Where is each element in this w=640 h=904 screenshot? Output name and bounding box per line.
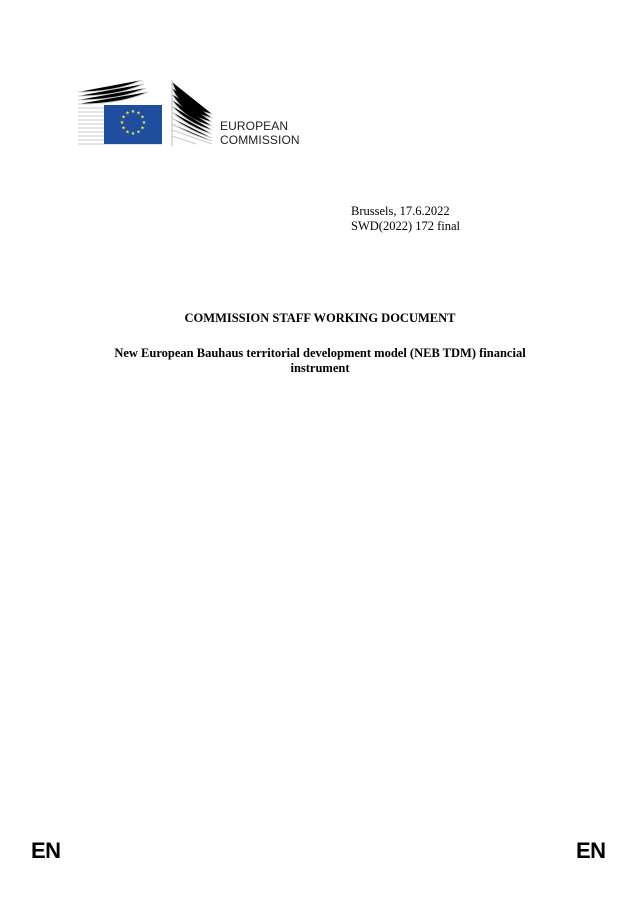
organization-name	[220, 119, 300, 147]
document-title: New European Bauhaus territorial development model (NEB TDM) financial instrument	[114, 346, 526, 375]
svg-text:★: ★	[125, 129, 130, 136]
document-reference	[351, 204, 460, 234]
document-number: SWD(2022) 172 final	[351, 219, 461, 233]
svg-text:★: ★	[136, 110, 141, 117]
svg-text:★: ★	[136, 129, 141, 136]
european-commission-logo-icon	[76, 78, 216, 148]
svg-text:★: ★	[125, 110, 130, 117]
svg-text:★: ★	[141, 120, 147, 126]
svg-text:★: ★	[130, 109, 136, 115]
svg-text:★: ★	[121, 114, 126, 121]
svg-text:★: ★	[140, 114, 145, 121]
org-line-1: EUROPEAN	[220, 119, 289, 133]
document-type: COMMISSION STAFF WORKING DOCUMENT	[184, 311, 456, 325]
svg-text:★: ★	[119, 120, 125, 126]
svg-text:★: ★	[140, 125, 145, 132]
place-date: Brussels, 17.6.2022	[351, 204, 450, 218]
svg-text:★: ★	[121, 125, 126, 132]
svg-text:★: ★	[130, 131, 136, 137]
org-line-2: COMMISSION	[220, 133, 300, 147]
language-code-right: EN	[576, 838, 606, 863]
language-code-left: EN	[31, 838, 61, 863]
